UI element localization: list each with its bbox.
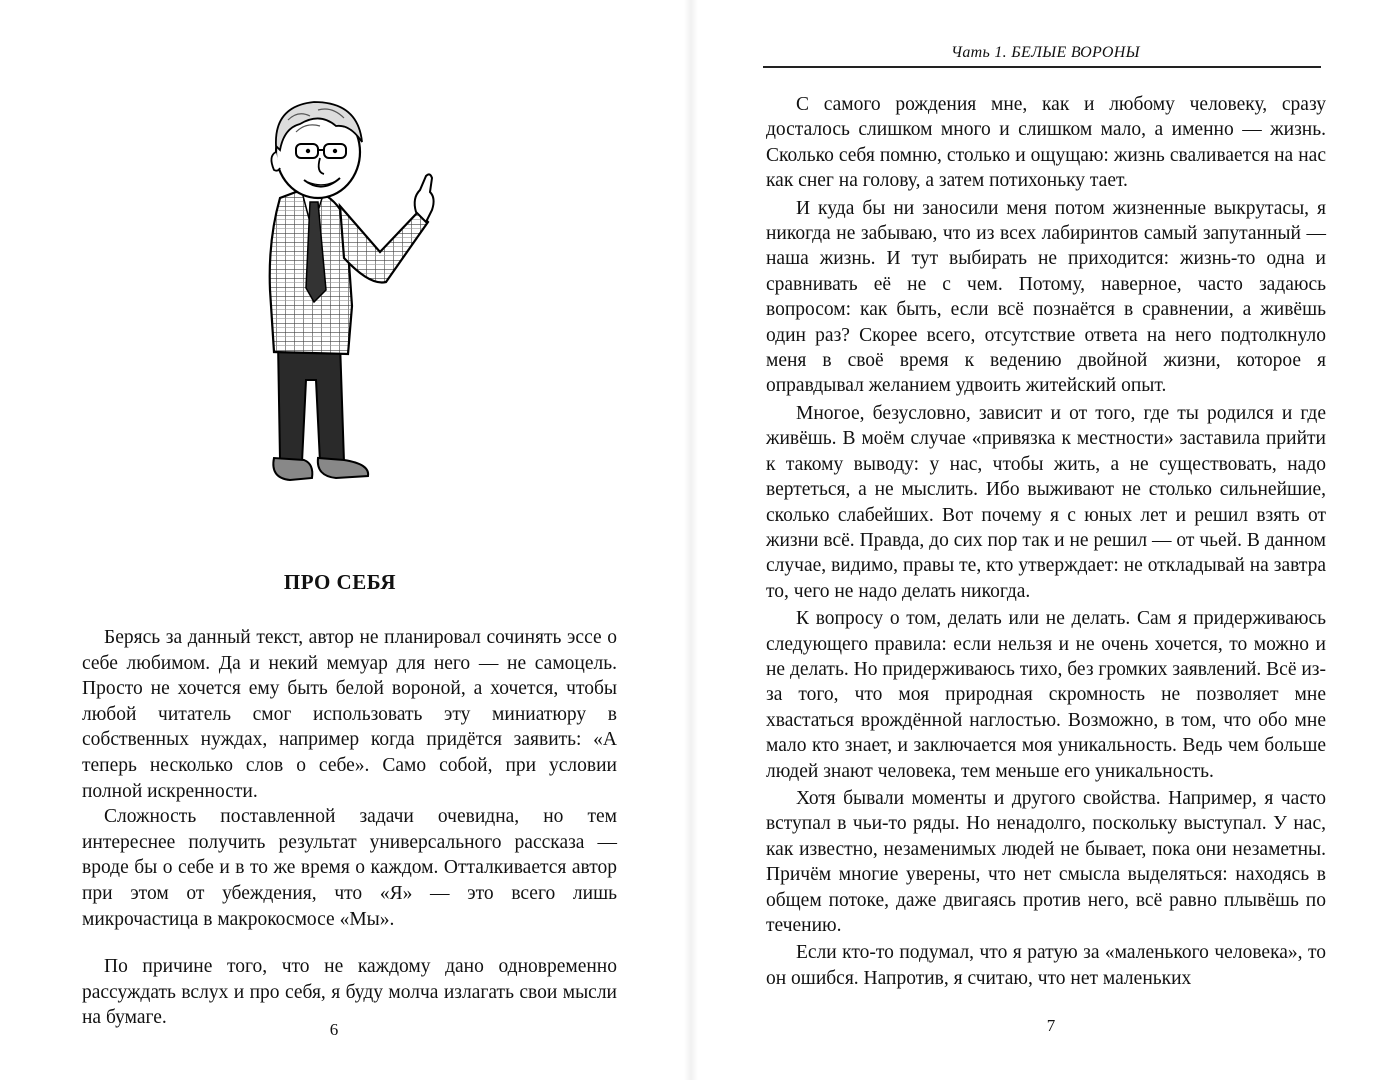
chapter-title: ПРО СЕБЯ bbox=[283, 570, 397, 594]
paragraph: Берясь за данный текст, автор не планировал сочинять эссе о себе любимом. Да и некий мемуар для него — не самоцель. Просто не хочется ему быть белой вороной, а хочется, чтобы любой читатель смог использовать эту миниатюру в собственных нуждах, например когда придётся заявить: «А теперь несколько слов о себе». Само собой, при условии полной искренности. bbox=[82, 627, 617, 802]
header-rule bbox=[763, 66, 1321, 68]
page-number: 6 bbox=[329, 1020, 339, 1039]
paragraph: И куда бы ни заносили меня потом жизненные выкрутасы, я никогда не забываю, что из всех лабиринтов самый запутанный — наша жизнь. И тут выбирать не приходится: жизнь-то одна и сравнивать её не с чем. Потому, наверное, часто задаюсь вопросом: как быть, если всё познаётся в сравнении, а живёшь один раз? Скорее всего, отсутствие ответа на него подтолкнуло меня в своё время к ведению двойной жизни, которое я оправдывал желанием удвоить житейский опыт. bbox=[766, 197, 1326, 397]
paragraph: Если кто-то подумал, что я ратую за «маленького человека», то он ошибся. Напротив, я считаю, что нет маленьких bbox=[766, 942, 1326, 989]
running-head: Чать 1. БЕЛЫЕ ВОРОНЫ bbox=[951, 44, 1140, 61]
left-page-body bbox=[82, 625, 617, 1031]
paragraph: Сложность поставленной задачи очевидна, но тем интереснее получить результат универсального рассказа — вроде бы о себе и в то же время о каждом. Отталкивается автор при этом от убеждения, что «Я» — это всего лишь микрочастица в макрокосмосе «Мы». bbox=[82, 806, 617, 930]
paragraph: По причине того, что не каждому дано одновременно рассуждать вслух и про себя, я буду молча излагать свои мысли на бумаге. bbox=[82, 956, 617, 1029]
right-page bbox=[691, 0, 1382, 1080]
right-page-body bbox=[766, 92, 1326, 991]
paragraph: Многое, безусловно, зависит и от того, где ты родился и где живёшь. В моём случае «привязка к местности» заставила прийти к такому выводу: у нас, чтобы жить, а не существовать, надо вертеться, а не мыслить. Ибо выживают не столько сильнейшие, сколько слабейших. Вот почему я с юных лет и решил взять от жизни всё. Правда, до сих пор так и не решил — от чьей. В данном случае, видимо, правы те, кто утверждает: не откладывай на завтра то, чего не надо делать никогда. bbox=[766, 402, 1326, 602]
page-number: 7 bbox=[1046, 1016, 1056, 1035]
paragraph: Хотя бывали моменты и другого свойства. Например, я часто вступал в чьи-то ряды. Но ненадолго, поскольку выступал. У нас, как известно, незаменимых людей не бывает, пока они незаметны. Причём многие уверены, что нет смысла выделяться: находясь в общем потоке, даже двигаясь против него, всё равно плывёшь по течению. bbox=[766, 787, 1326, 936]
author-caricature-illustration bbox=[240, 80, 440, 490]
paragraph: С самого рождения мне, как и любому человеку, сразу досталось слишком много и слишком мало, а именно — жизнь. Сколько себя помню, столько и ощущаю: жизнь сваливается на нас как снег на голову, а затем потихоньку тает. bbox=[766, 94, 1326, 192]
paragraph: К вопросу о том, делать или не делать. Сам я придерживаюсь следующего правила: если нельзя и не очень хочется, то можно и не делать. Но придерживаюсь тихо, без громких заявлений. Всё из-за того, что моя природная скромность не позволяет мне хвастаться врождённой наглостью. Возможно, в том, что обо мне мало кто знает, и заключается моя уникальность. Ведь чем больше людей знают человека, тем меньше его уникальность. bbox=[766, 608, 1326, 782]
